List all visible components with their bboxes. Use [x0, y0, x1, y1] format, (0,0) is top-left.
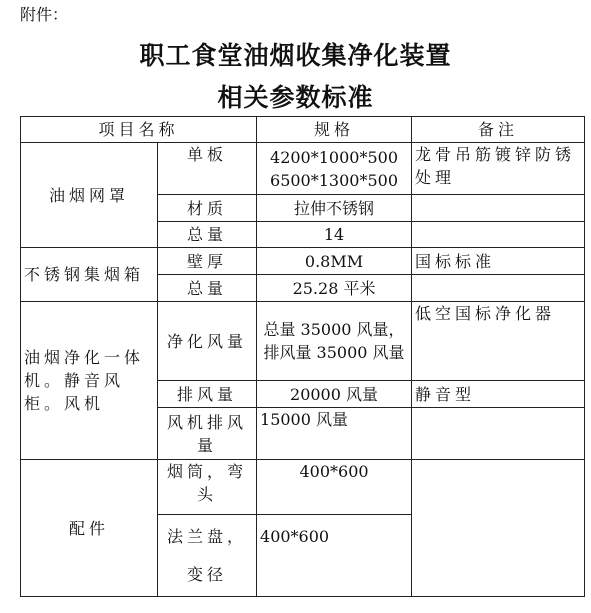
hood-total-label: 总量 [158, 222, 257, 248]
document-title: 职工食堂油烟收集净化装置 [139, 41, 452, 70]
purifier-airflow-value: 总量 35000 风量， 排风量 35000 风量 [257, 302, 412, 381]
hood-single-board-note: 龙骨吊筋镀锌防锈处理 [412, 143, 585, 195]
box-name: 不锈钢集烟箱 [21, 248, 158, 302]
parts-chimney-value: 400*600 [257, 460, 412, 515]
hood-spec-line-2: 6500*1300*500 [270, 170, 398, 190]
box-wall-note: 国标标准 [412, 248, 585, 275]
purifier-airflow-note: 低空国标净化器 [412, 302, 585, 381]
purifier-fan-label: 风机排风量 [158, 408, 257, 460]
parts-flange-label: 法兰盘，变径 [158, 515, 257, 597]
purifier-exhaust-label: 排风量 [158, 381, 257, 408]
purifier-name: 油烟净化一体机。静音风柜。风机 [21, 302, 158, 460]
empty-cell [412, 275, 585, 302]
box-wall-value: 0.8MM [257, 248, 412, 275]
table-header-row [21, 117, 585, 143]
hood-total-value: 14 [257, 222, 412, 248]
hood-material-value: 拉伸不锈钢 [257, 195, 412, 222]
purifier-fan-value: 15000 风量 [257, 408, 412, 460]
box-wall-label: 壁厚 [158, 248, 257, 275]
hood-name: 油烟网罩 [21, 143, 158, 248]
empty-cell [412, 222, 585, 248]
table-row [21, 460, 585, 515]
spec-table [20, 116, 585, 597]
hood-spec-line-1: 4200*1000*500 [270, 147, 398, 167]
parts-chimney-label: 烟筒，弯头 [158, 460, 257, 515]
hood-single-board-spec [257, 143, 412, 195]
purifier-airflow-label: 净化风量 [158, 302, 257, 381]
hood-single-board-label: 单板 [158, 143, 257, 195]
table-row [21, 302, 585, 381]
box-total-label: 总量 [158, 275, 257, 302]
parts-name: 配件 [21, 460, 158, 597]
box-total-value: 25.28 平米 [257, 275, 412, 302]
header-note: 备注 [412, 117, 585, 143]
attachment-label: 附件： [20, 5, 69, 24]
table-row [21, 143, 585, 195]
header-item-name: 项目名称 [21, 117, 257, 143]
empty-cell [412, 195, 585, 222]
empty-cell [412, 408, 585, 460]
hood-material-label: 材质 [158, 195, 257, 222]
purifier-exhaust-note: 静音型 [412, 381, 585, 408]
empty-cell [412, 460, 585, 597]
header-spec: 规格 [257, 117, 412, 143]
document-subtitle: 相关参数标准 [217, 83, 374, 112]
table-row [21, 248, 585, 275]
parts-flange-value: 400*600 [257, 515, 412, 597]
purifier-exhaust-value: 20000 风量 [257, 381, 412, 408]
